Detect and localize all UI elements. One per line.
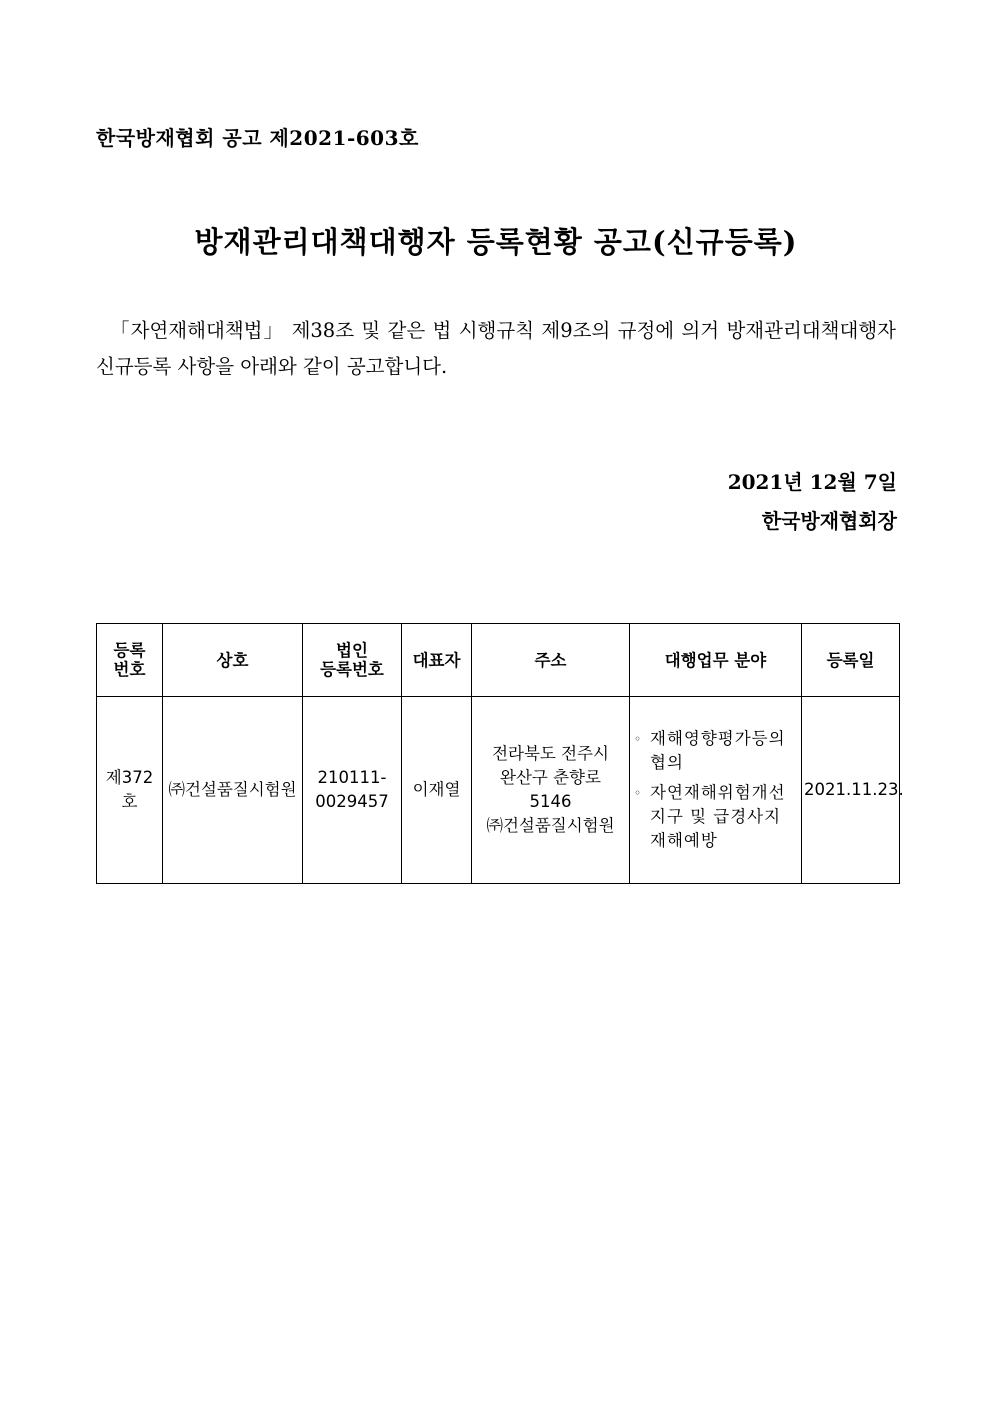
cell-reg-no: 제372호 xyxy=(97,697,163,884)
header-corp-no-line-2: 등록번호 xyxy=(320,660,384,679)
business-field-text: 자연재해위험개선지구 및 급경사지 재해예방 xyxy=(650,783,786,850)
header-address: 주소 xyxy=(472,624,630,697)
notice-body-text: 「자연재해대책법」 제38조 및 같은 법 시행규칙 제9조의 규정에 의거 방재관리대책대행자 신규등록 사항을 아래와 같이 공고합니다. xyxy=(96,319,896,378)
registration-table xyxy=(96,623,904,884)
business-field-text: 재해영향평가등의 협의 xyxy=(650,729,786,772)
cell-company: ㈜건설품질시험원 xyxy=(163,697,303,884)
header-reg-no-line-1: 등록 xyxy=(113,641,146,660)
header-reg-date: 등록일 xyxy=(802,624,900,697)
address-line-4: ㈜건설품질시험원 xyxy=(486,816,615,835)
header-representative: 대표자 xyxy=(402,624,472,697)
header-business-fields: 대행업무 분야 xyxy=(630,624,802,697)
cell-corp-no xyxy=(303,697,402,884)
header-company: 상호 xyxy=(163,624,303,697)
header-reg-no xyxy=(97,624,163,697)
bullet-icon: ◦ xyxy=(634,786,643,800)
cell-corp-no-line-1: 210111- xyxy=(317,768,387,787)
notice-date: 2021년 12월 7일 xyxy=(727,470,897,494)
header-corp-no xyxy=(303,624,402,697)
header-reg-no-line-2: 번호 xyxy=(113,660,146,679)
cell-corp-no-line-2: 0029457 xyxy=(315,792,389,811)
issuer-name: 한국방재협회장 xyxy=(761,509,897,533)
cell-address xyxy=(472,697,630,884)
address-line-1: 전라북도 전주시 xyxy=(492,744,609,763)
table-row xyxy=(97,697,900,884)
list-item xyxy=(632,727,799,775)
header-corp-no-line-1: 법인 xyxy=(336,641,368,660)
bullet-icon: ◦ xyxy=(634,732,643,746)
business-field-list xyxy=(632,727,799,853)
address-line-3: 5146 xyxy=(529,792,572,811)
table-header-row xyxy=(97,624,900,697)
document-title: 방재관리대책대행자 등록현황 공고(신규등록) xyxy=(194,225,798,259)
cell-representative: 이재열 xyxy=(402,697,472,884)
list-item xyxy=(632,781,799,853)
cell-reg-date: 2021.11.23. xyxy=(802,697,900,884)
notice-body xyxy=(96,313,896,385)
notice-number: 한국방재협회 공고 제2021-603호 xyxy=(96,126,419,150)
address-line-2: 완산구 춘향로 xyxy=(500,768,601,787)
cell-business-fields xyxy=(630,697,802,884)
